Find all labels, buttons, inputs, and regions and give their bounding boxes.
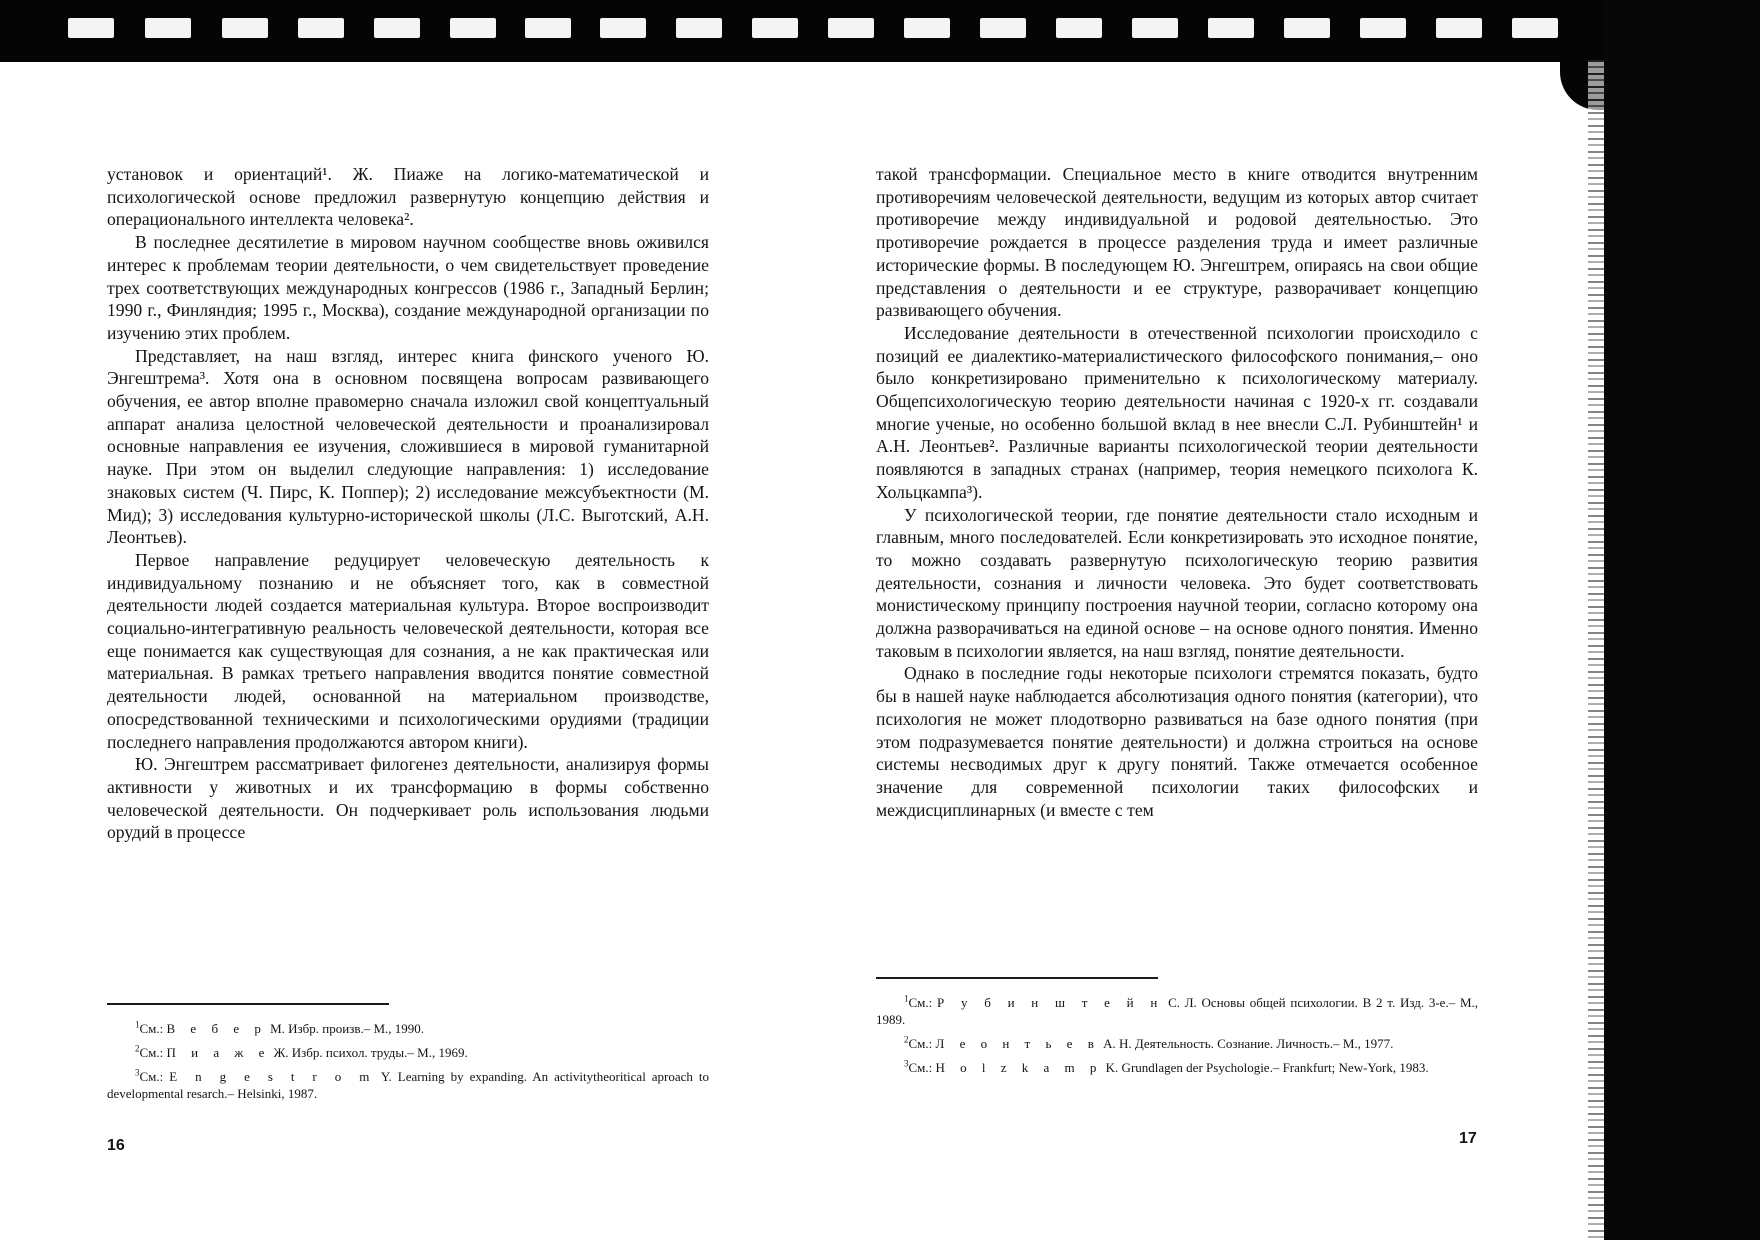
footnote-author: H o l z k a m p (935, 1060, 1103, 1075)
left-paragraph-4: Первое направление редуцирует человеческую деятельность к индивидуальному познанию и не объясняет того, как в совместной деятельности людей создается материальная культура. Второе воспроизводит социально-интегративную реальность человеческой деятельности, которая все еще понимается как существующая для сознания, а не как практическая или материальная. В рамках третьего направления вводится понятие совместной деятельности людей, основанной на материальном производстве, опосредствованной техническими и психологическими орудиями (традиции последнего направления продолжаются автором книги). (107, 549, 709, 752)
right-paragraph-2: Исследование деятельности в отечественной психологии происходило с позиций ее диалектико-материалистического философского понимания,– оно было конкретизировано применительно к психологическому материалу. Общепсихологическую теорию деятельности начиная с 1920-х гг. создавали многие ученые, но особенно большой вклад в нее внесли С.Л. Рубинштейн¹ и А.Н. Леонтьев². Различные варианты психологической теории деятельности появляются в западных странах (например, теория немецкого психолога К. Хольцкампа³). (876, 322, 1478, 502)
footnote: $^2$См.: Л е о н т ь е в А. Н. Деятельность. Сознание. Личность.– М., 1977. (904, 1034, 1394, 1051)
footnote-author: В е б е р (166, 1021, 267, 1036)
left-paragraph-1: установок и ориентаций¹. Ж. Пиаже на логико-математической и психологической основе предложил развернутую концепцию действия и операционального интеллекта человека². (107, 164, 709, 230)
scan-top-edge (0, 0, 1760, 62)
left-page-body (107, 163, 709, 844)
left-footnotes (107, 1020, 709, 1109)
right-paragraph-1: такой трансформации. Специальное место в книге отводится внутренним противоречиям человеческой деятельности, ведущим из которых автор считает противоречие между индивидуальной и родовой деятельностью. Это противоречие рождается в процессе разделения труда и имеет различные исторические формы. В последующем Ю. Энгештрем, опираясь на свои общие представления о деятельности и ее структуре, разворачивает концепцию развивающего обучения. (876, 164, 1478, 321)
page-number-left: 16 (107, 1137, 125, 1154)
left-paragraph-5: Ю. Энгештрем рассматривает филогенез деятельности, анализируя формы активности у животных и их трансформацию в формы собственно человеческой деятельности. Он подчеркивает роль использования людьми орудий в процессе (107, 754, 709, 843)
footnote: $^3$См.: E n g e s t r o m Y. Learning by expanding. An activitytheoritical aproach to developmental resarch.– Helsinki, 1987. (107, 1067, 709, 1101)
footnote: $^1$См.: В е б е р М. Избр. произв.– М., 1990. (135, 1019, 425, 1036)
left-paragraph-2: В последнее десятилетие в мировом научном сообществе вновь оживился интерес к проблемам теории деятельности, о чем свидетельствует проведение трех соответствующих международных конгрессов (1986 г., Западный Берлин; 1990 г., Финляндия; 1995 г., Москва), создание международной организации по изучению этих проблем. (107, 232, 709, 343)
footnote-author: Р у б и н ш т е й н (937, 995, 1164, 1010)
right-paragraph-4: Однако в последние годы некоторые психологи стремятся показать, будто бы в нашей науке наблюдается абсолютизация одного понятия (категории), что психология не может плодотворно развиваться на базе одного понятия (при этом подразумевается понятие деятельности) и должна строиться на основе системы несводимых друг к другу понятий. Также отмечается особенное значение для современной психологии таких философских и междисциплинарных (и вместе с тем (876, 663, 1478, 820)
footnote-author: Л е о н т ь е в (935, 1036, 1100, 1051)
scan-right-edge (1604, 0, 1760, 1240)
right-footnote-rule (876, 977, 1158, 979)
page-number-right: 17 (1459, 1130, 1477, 1147)
left-paragraph-3: Представляет, на наш взгляд, интерес книга финского ученого Ю. Энгештрема³. Хотя она в основном посвящена вопросам развивающего обучения, ее автор вполне правомерно сначала изложил свой концептуальный аппарат анализа целостной человеческой деятельности и проанализировал основные направления ее изучения, сложившиеся в мировой гуманитарной науке. При этом он выделил следующие направления: 1) исследование знаковых систем (Ч. Пирс, К. Поппер); 2) исследование межсубъектности (М. Мид); 3) исследования культурно-исторической школы (Л.С. Выготский, А.Н. Леонтьев). (107, 345, 709, 548)
footnote: $^2$См.: П и а ж е Ж. Избр. психол. труды.– М., 1969. (135, 1043, 468, 1060)
right-paragraph-3: У психологической теории, где понятие деятельности стало исходным и главным, много последователей. Если конкретизировать это исходное понятие, то можно создавать развернутую психологическую теорию развития деятельности, сознания и личности человека. Это будет соответствовать монистическому принципу построения научной теории, согласно которому она должна разворачиваться на единой основе – на основе одного понятия. Именно таковым в психологии является, на наш взгляд, понятие деятельности. (876, 504, 1478, 661)
footnote: $^1$См.: Р у б и н ш т е й н С. Л. Основы общей психологии. В 2 т. Изд. 3-е.– М., 1989. (876, 993, 1479, 1027)
right-page-body (876, 163, 1478, 821)
left-footnote-rule (107, 1003, 389, 1005)
scan-right-fringe (1588, 60, 1604, 1240)
right-footnotes (876, 994, 1478, 1083)
footnote-author: П и а ж е (166, 1045, 271, 1060)
footnote-author: E n g e s t r o m (169, 1069, 376, 1084)
footnote: $^3$См.: H o l z k a m p K. Grundlagen der Psychologie.– Frankfurt; New-York, 1983. (904, 1058, 1429, 1075)
